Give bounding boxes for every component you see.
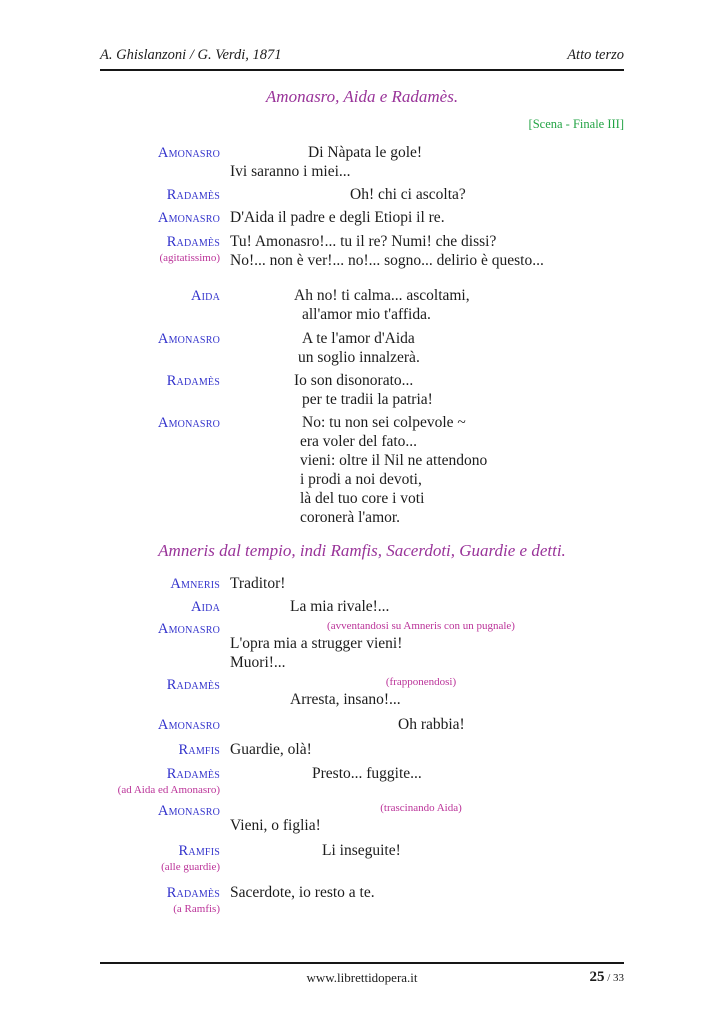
dialogue-text-column	[230, 801, 624, 835]
speaker-name: Aida	[190, 288, 220, 304]
dialogue-row	[100, 185, 624, 204]
dialogue-text-column	[230, 208, 624, 227]
dialogue-row	[100, 208, 624, 227]
speaker-column	[100, 597, 230, 615]
dialogue-row	[100, 413, 624, 527]
page-header	[100, 46, 624, 71]
dialogue-line: Presto... fuggite...	[312, 765, 422, 782]
dialogue-row	[100, 329, 624, 367]
dialogue-text-column	[230, 232, 624, 270]
speaker-column	[100, 841, 230, 874]
speaker-name: Amonasro	[157, 210, 220, 226]
footer-row	[100, 969, 624, 986]
dialogue-row	[100, 740, 624, 759]
dialogue-line: i prodi a noi devoti,	[300, 471, 422, 488]
dialogue-line: Ah no! ti calma... ascoltami,	[294, 287, 470, 304]
scene-finale-label: [Scena - Finale III]	[528, 117, 624, 131]
dialogue-line: Tu! Amonasro!... tu il re? Numi! che dissi?	[230, 233, 497, 250]
speaker-column	[100, 715, 230, 733]
speaker-column	[100, 764, 230, 797]
dialogue-row	[100, 619, 624, 672]
header-author: A. Ghislanzoni / G. Verdi, 1871	[100, 47, 282, 63]
speaker-column	[100, 801, 230, 819]
speaker-column	[100, 185, 230, 203]
speaker-name: Amonasro	[157, 621, 220, 637]
dialogue-line: Sacerdote, io resto a te.	[230, 884, 375, 901]
speaker-stage-note: (agitatissimo)	[159, 252, 220, 264]
dialogue-row	[100, 883, 624, 916]
speaker-name: Radamès	[166, 766, 220, 782]
speaker-name: Radamès	[166, 234, 220, 250]
dialogue-row	[100, 143, 624, 181]
page-current: 25	[589, 969, 605, 985]
scene1-title: Amonasro, Aida e Radamès.	[265, 87, 459, 106]
dialogue-line: No: tu non sei colpevole ~	[302, 414, 466, 431]
dialogue-text-column	[230, 286, 624, 324]
site-link[interactable]: www.librettidopera.it	[306, 970, 418, 985]
dialogue-text-column	[230, 413, 624, 527]
speaker-column	[100, 675, 230, 693]
dialogue-line: Oh! chi ci ascolta?	[350, 186, 466, 203]
dialogue-line: coronerà l'amor.	[300, 509, 401, 526]
page-number	[589, 969, 624, 987]
speaker-stage-note: (a Ramfis)	[173, 903, 220, 915]
speaker-name: Amonasro	[157, 145, 220, 161]
header-act: Atto terzo	[567, 47, 624, 63]
dialogue-line: per te tradii la patria!	[302, 391, 433, 408]
dialogue-line: all'amor mio t'affida.	[302, 306, 431, 323]
dialogue-text-column	[230, 574, 624, 593]
dialogue-row	[100, 841, 624, 874]
dialogue-line: D'Aida il padre e degli Etiopi il re.	[230, 209, 445, 226]
scene2-title: Amneris dal tempio, indi Ramfis, Sacerdoti, Guardie e detti.	[158, 541, 566, 560]
page-total: / 33	[604, 972, 624, 984]
speaker-name: Amneris	[170, 576, 220, 592]
footer-rule	[100, 962, 624, 964]
dialogue-row	[100, 801, 624, 835]
speaker-column	[100, 740, 230, 758]
dialogue-row	[100, 715, 624, 734]
speaker-column	[100, 619, 230, 637]
dialogue-line: Li inseguite!	[322, 842, 401, 859]
speaker-name: Radamès	[166, 677, 220, 693]
speaker-name: Amonasro	[157, 717, 220, 733]
scene2-dialogue	[100, 574, 624, 916]
dialogue-line: Ivi saranno i miei...	[230, 163, 351, 180]
dialogue-line: Io son disonorato...	[294, 372, 414, 389]
dialogue-text-column	[230, 143, 624, 181]
dialogue-line: là del tuo core i voti	[300, 490, 425, 507]
dialogue-text-column	[230, 740, 624, 759]
dialogue-line: un soglio innalzerà.	[298, 349, 420, 366]
dialogue-text-column	[230, 764, 624, 783]
speaker-column	[100, 286, 230, 304]
dialogue-line: Di Nàpata le gole!	[308, 144, 423, 161]
speaker-column	[100, 232, 230, 265]
speaker-name: Amonasro	[157, 331, 220, 347]
dialogue-text-column	[230, 715, 624, 734]
speaker-column	[100, 413, 230, 431]
dialogue-row	[100, 371, 624, 409]
dialogue-line: vieni: oltre il Nil ne attendono	[300, 452, 488, 469]
dialogue-text-column	[230, 675, 624, 709]
speaker-name: Ramfis	[178, 742, 220, 758]
speaker-column	[100, 371, 230, 389]
page-footer	[100, 962, 624, 986]
speaker-column	[100, 143, 230, 161]
dialogue-line: La mia rivale!...	[290, 598, 390, 615]
speaker-column	[100, 208, 230, 226]
dialogue-row	[100, 574, 624, 593]
speaker-name: Radamès	[166, 885, 220, 901]
speaker-column	[100, 883, 230, 916]
dialogue-row	[100, 764, 624, 797]
stage-direction: (trascinando Aida)	[380, 802, 462, 814]
dialogue-line: No!... non è ver!... no!... sogno... delirio è questo...	[230, 252, 544, 269]
dialogue-text-column	[230, 329, 624, 367]
dialogue-text-column	[230, 883, 624, 902]
dialogue-row	[100, 597, 624, 616]
speaker-name: Aida	[190, 599, 220, 615]
dialogue-line: Arresta, insano!...	[290, 691, 401, 708]
speaker-name: Radamès	[166, 187, 220, 203]
dialogue-line: Guardie, olà!	[230, 741, 312, 758]
speaker-stage-note: (alle guardie)	[161, 861, 220, 873]
dialogue-line: Muori!...	[230, 654, 286, 671]
speaker-column	[100, 574, 230, 592]
scene1-dialogue	[100, 143, 624, 527]
dialogue-line: L'opra mia a strugger vieni!	[230, 635, 403, 652]
dialogue-row	[100, 232, 624, 270]
speaker-name: Radamès	[166, 373, 220, 389]
dialogue-text-column	[230, 619, 624, 672]
dialogue-text-column	[230, 597, 624, 616]
dialogue-text-column	[230, 841, 624, 860]
dialogue-line: Traditor!	[230, 575, 286, 592]
dialogue-row	[100, 286, 624, 324]
dialogue-row	[100, 675, 624, 709]
speaker-column	[100, 329, 230, 347]
speaker-name: Amonasro	[157, 415, 220, 431]
dialogue-line: era voler del fato...	[300, 433, 418, 450]
speaker-name: Ramfis	[178, 843, 220, 859]
stage-direction: (avventandosi su Amneris con un pugnale)	[327, 620, 515, 632]
speaker-stage-note: (ad Aida ed Amonasro)	[117, 784, 220, 796]
dialogue-text-column	[230, 185, 624, 204]
dialogue-line: Vieni, o figlia!	[230, 817, 321, 834]
dialogue-line: A te l'amor d'Aida	[302, 330, 415, 347]
speaker-name: Amonasro	[157, 803, 220, 819]
stage-direction: (frapponendosi)	[385, 676, 457, 688]
dialogue-text-column	[230, 371, 624, 409]
dialogue-line: Oh rabbia!	[398, 716, 465, 733]
